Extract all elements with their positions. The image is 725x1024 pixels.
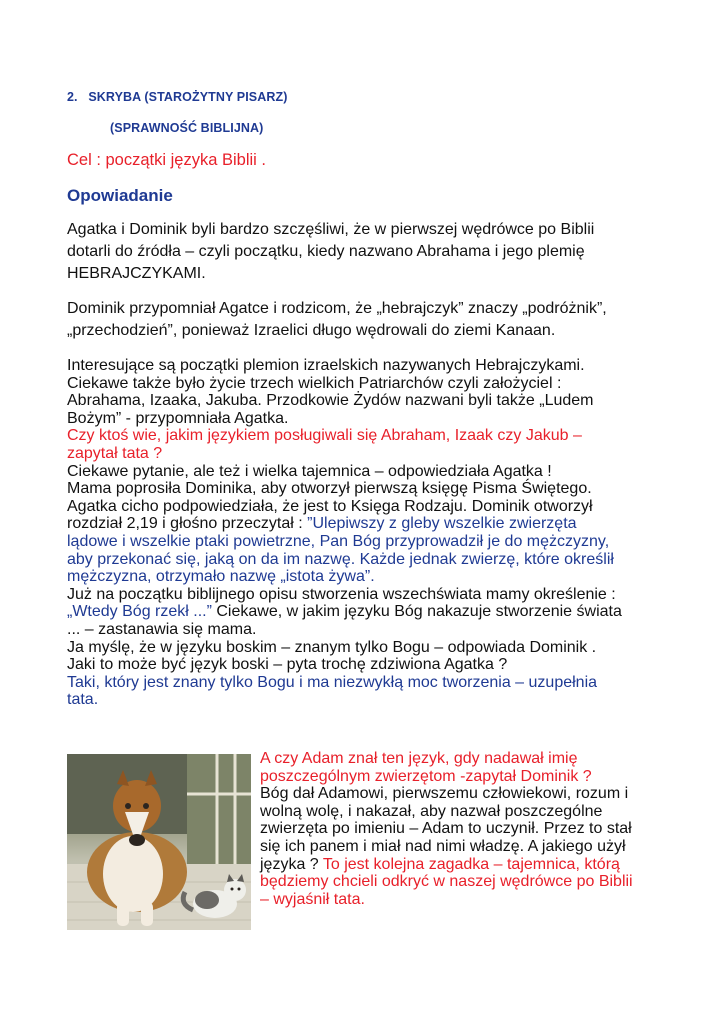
dog-and-cat-illustration bbox=[67, 754, 251, 930]
text-line-answer: tata. bbox=[67, 691, 99, 709]
text-run-answer: To jest kolejna zagadka – tajemnica, którą bbox=[322, 855, 620, 873]
text-line: HEBRAJCZYKAMI. bbox=[67, 265, 206, 282]
bible-quote: mężczyzna, otrzymało nazwę „istota żywa”. bbox=[67, 568, 375, 586]
section-number: 2. bbox=[67, 90, 78, 104]
text-line: Agatka i Dominik byli bardzo szczęśliwi, że w pierwszej wędrówce po Biblii bbox=[67, 221, 595, 238]
text-line: wolną wolę, i nakazał, aby nazwał poszczególne bbox=[260, 802, 603, 820]
text-line: Ciekawe pytanie, ale też i wielka tajemnica – odpowiedziała Agatka ! bbox=[67, 462, 552, 480]
bible-quote: aby przekonać się, jaką on da im nazwę. Każde jednak zwierzę, które określił bbox=[67, 550, 614, 568]
section-title: SKRYBA (STAROŻYTNY PISARZ) bbox=[88, 90, 288, 104]
text-line: Ciekawe także było życie trzech wielkich Patriarchów czyli założyciel : bbox=[67, 374, 562, 392]
text-run: języka ? bbox=[260, 855, 323, 873]
text-line: Agatka cicho podpowiedziała, że jest to Księga Rodzaju. Dominik otworzył bbox=[67, 497, 593, 515]
bible-quote: lądowe i wszelkie ptaki powietrzne, Pan Bóg przyprowadził je do mężczyzny, bbox=[67, 532, 610, 550]
text-line: Dominik przypomniał Agatce i rodzicom, że „hebrajczyk” znaczy „podróżnik”, bbox=[67, 300, 607, 317]
text-line: Jaki to może być język boski – pyta trochę zdziwiona Agatka ? bbox=[67, 656, 508, 674]
dog-and-cat-photo bbox=[67, 754, 251, 930]
bible-quote: „Wtedy Bóg rzekł ...” bbox=[67, 603, 212, 621]
text-line: ... – zastanawia się mama. bbox=[67, 620, 257, 638]
side-text bbox=[260, 750, 633, 908]
text-line-answer: – wyjaśnił tata. bbox=[260, 890, 365, 908]
goal-line: Cel : początki języka Biblii . bbox=[67, 151, 266, 169]
text-line-question: zapytał tata ? bbox=[67, 444, 163, 462]
text-line bbox=[67, 515, 622, 533]
text-line bbox=[260, 856, 633, 874]
text-run: Ciekawe, w jakim języku Bóg nakazuje stworzenie świata bbox=[211, 603, 622, 621]
text-line: dotarli do źródła – czyli początku, kiedy nazwano Abrahama i jego plemię bbox=[67, 243, 585, 260]
text-line: Bożym” - przypomniała Agatka. bbox=[67, 409, 289, 427]
text-line: Już na początku biblijnego opisu stworzenia wszechświata mamy określenie : bbox=[67, 585, 616, 603]
text-line-answer: będziemy chcieli odkryć w naszej wędrówce po Biblii bbox=[260, 873, 633, 891]
text-line-question: poszczególnym zwierzętom -zapytał Dominik ? bbox=[260, 767, 592, 785]
text-run: rozdział 2,19 i głośno przeczytał : bbox=[67, 515, 308, 533]
text-line: Ja myślę, że w języku boskim – znanym tylko Bogu – odpowiada Dominik . bbox=[67, 638, 597, 656]
text-line: Interesujące są początki plemion izraelskich nazywanych Hebrajczykami. bbox=[67, 357, 585, 374]
text-line-question: Czy ktoś wie, jakim językiem posługiwali się Abraham, Izaak czy Jakub – bbox=[67, 427, 582, 445]
bible-quote: ”Ulepiwszy z gleby wszelkie zwierzęta bbox=[307, 515, 577, 533]
text-line: Mama poprosiła Dominika, aby otworzył pierwszą księgę Pisma Świętego. bbox=[67, 480, 592, 498]
badge-subtitle: (SPRAWNOŚĆ BIBLIJNA) bbox=[110, 121, 264, 135]
paragraph-hebrew-meaning bbox=[67, 298, 607, 342]
text-line: się ich panem i miał nad nimi władzę. A jakiego użył bbox=[260, 837, 626, 855]
text-line: Abrahama, Izaaka, Jakuba. Przodkowie Żydów nazwani byli także „Ludem bbox=[67, 392, 594, 410]
text-line: Bóg dał Adamowi, pierwszemu człowiekowi, rozum i bbox=[260, 785, 629, 803]
paragraph-intro bbox=[67, 219, 594, 285]
text-line: „przechodzień”, ponieważ Izraelici długo wędrowali do ziemi Kanaan. bbox=[67, 322, 556, 339]
text-line-answer: Taki, który jest znany tylko Bogu i ma niezwykłą moc tworzenia – uzupełnia bbox=[67, 673, 598, 691]
section-number-heading bbox=[67, 90, 287, 104]
text-line bbox=[67, 603, 622, 621]
story-heading: Opowiadanie bbox=[67, 186, 173, 205]
text-line: zwierzęta po imieniu – Adam to uczynił. Przez to stał bbox=[260, 820, 632, 838]
text-line-question: A czy Adam znał ten język, gdy nadawał imię bbox=[260, 750, 578, 767]
story-body bbox=[67, 357, 622, 709]
